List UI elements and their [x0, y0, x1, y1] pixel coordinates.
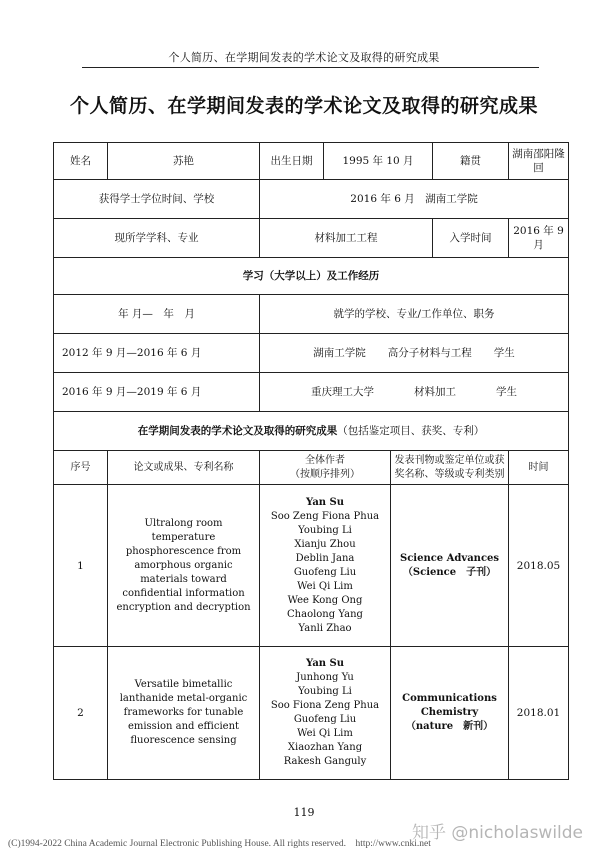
birth-value: 1995 年 10 月	[324, 143, 433, 180]
publications-title: 在学期间发表的学术论文及取得的研究成果	[137, 425, 338, 437]
col-time-header: 时间	[509, 451, 569, 485]
author-name: Soo Fiona Zeng Phua	[270, 700, 380, 711]
copyright-footer: (C)1994-2022 China Academic Journal Electronic Publishing House. All rights reserved. http://www.cnki.net	[8, 839, 431, 849]
publications-title-note: （包括鉴定项目、获奖、专利）	[337, 425, 485, 437]
col-authors-header-line2: （按顺序排列）	[290, 468, 360, 480]
author-name: Wei Qi Lim	[297, 728, 353, 739]
experience-date: 2016 年 9 月—2019 年 6 月	[54, 373, 260, 412]
name-label: 姓名	[54, 143, 108, 180]
experience-role: 学生	[496, 386, 517, 398]
publication-title: Ultralong room temperature phosphorescence from amorphous organic materials toward confidential information encryption and decryption	[108, 485, 260, 647]
publication-row	[54, 647, 569, 780]
origin-value: 湖南邵阳隆回	[509, 143, 569, 180]
bachelor-value: 2016 年 6 月 湖南工学院	[260, 180, 569, 219]
publication-no: 2	[54, 647, 108, 780]
publication-time: 2018.01	[509, 647, 569, 780]
col-title-header: 论文或成果、专利名称	[108, 451, 260, 485]
experience-major: 材料加工	[414, 386, 456, 398]
zhihu-watermark: 知乎 @nicholaswilde	[412, 823, 584, 843]
header-rule	[82, 67, 539, 68]
experience-row	[54, 373, 569, 412]
enroll-label: 入学时间	[433, 219, 509, 258]
col-authors-header-line1: 全体作者	[305, 454, 345, 466]
resume-table	[53, 142, 569, 780]
experience-column-header	[54, 295, 569, 334]
experience-school: 重庆理工大学	[311, 386, 374, 398]
author-name: Xiaozhan Yang	[287, 742, 363, 753]
publications-column-header	[54, 451, 569, 485]
col-journal-header-line1: 发表刊物或鉴定单位或获	[394, 454, 505, 466]
publication-no: 1	[54, 485, 108, 647]
basic-info-row	[54, 143, 569, 180]
bachelor-row	[54, 180, 569, 219]
experience-major: 高分子材料与工程	[387, 347, 472, 359]
author-name: Junhong Yu	[296, 672, 354, 683]
publication-authors	[260, 647, 391, 780]
publication-time: 2018.05	[509, 485, 569, 647]
publications-section-header	[54, 412, 569, 451]
bachelor-label: 获得学士学位时间、学校	[54, 180, 260, 219]
publication-journal	[391, 647, 509, 780]
major-row	[54, 219, 569, 258]
author-name: Yanli Zhao	[298, 622, 352, 634]
experience-row	[54, 334, 569, 373]
author-name: Xianju Zhou	[294, 538, 356, 550]
author-name: Deblin Jana	[295, 552, 355, 564]
experience-date-header: 年 月— 年 月	[54, 295, 260, 334]
page-title: 个人简历、在学期间发表的学术论文及取得的研究成果	[69, 95, 538, 117]
journal-name: Communications Chemistry	[402, 693, 497, 718]
experience-detail	[260, 334, 569, 373]
major-label: 现所学学科、专业	[54, 219, 260, 258]
experience-role: 学生	[493, 347, 515, 359]
experience-school: 湖南工学院	[313, 347, 366, 359]
journal-note: （Science 子刊）	[402, 566, 497, 578]
author-name: Chaolong Yang	[287, 608, 363, 620]
experience-detail-header: 就学的学校、专业/工作单位、职务	[260, 295, 569, 334]
experience-section-title: 学习（大学以上）及工作经历	[54, 258, 569, 295]
author-name: Yan Su	[305, 658, 345, 669]
author-name: Youbing Li	[298, 686, 352, 697]
name-value: 苏艳	[108, 143, 260, 180]
author-name: Youbing Li	[298, 524, 352, 536]
experience-section-header	[54, 258, 569, 295]
publication-journal	[391, 485, 509, 647]
experience-date: 2012 年 9 月—2016 年 6 月	[54, 334, 260, 373]
author-name: Rakesh Ganguly	[283, 756, 367, 767]
experience-detail	[260, 373, 569, 412]
origin-label: 籍贯	[433, 143, 509, 180]
journal-note: （nature 新刊）	[405, 721, 494, 732]
publication-authors	[260, 485, 391, 647]
col-journal-header-line2: 奖名称、等级或专利类别	[394, 468, 505, 480]
author-name: Guofeng Liu	[293, 714, 357, 725]
publication-title: Versatile bimetallic lanthanide metal-organic frameworks for tunable emission and efficient fluorescence sensing	[108, 647, 260, 780]
author-name: Wee Kong Ong	[287, 594, 363, 606]
journal-name: Science Advances	[399, 552, 500, 564]
birth-label: 出生日期	[260, 143, 324, 180]
author-name: Soo Zeng Fiona Phua	[270, 510, 380, 522]
page-number: 119	[293, 806, 315, 819]
enroll-value: 2016 年 9 月	[509, 219, 569, 258]
publications-section-title	[54, 412, 569, 451]
author-name: Yan Su	[305, 496, 345, 508]
major-value: 材料加工工程	[260, 219, 433, 258]
col-no-header: 序号	[54, 451, 108, 485]
author-name: Wei Qi Lim	[297, 580, 353, 592]
col-journal-header	[391, 451, 509, 485]
publication-row	[54, 485, 569, 647]
running-header: 个人简历、在学期间发表的学术论文及取得的研究成果	[168, 51, 440, 64]
col-authors-header	[260, 451, 391, 485]
author-name: Guofeng Liu	[293, 566, 357, 578]
